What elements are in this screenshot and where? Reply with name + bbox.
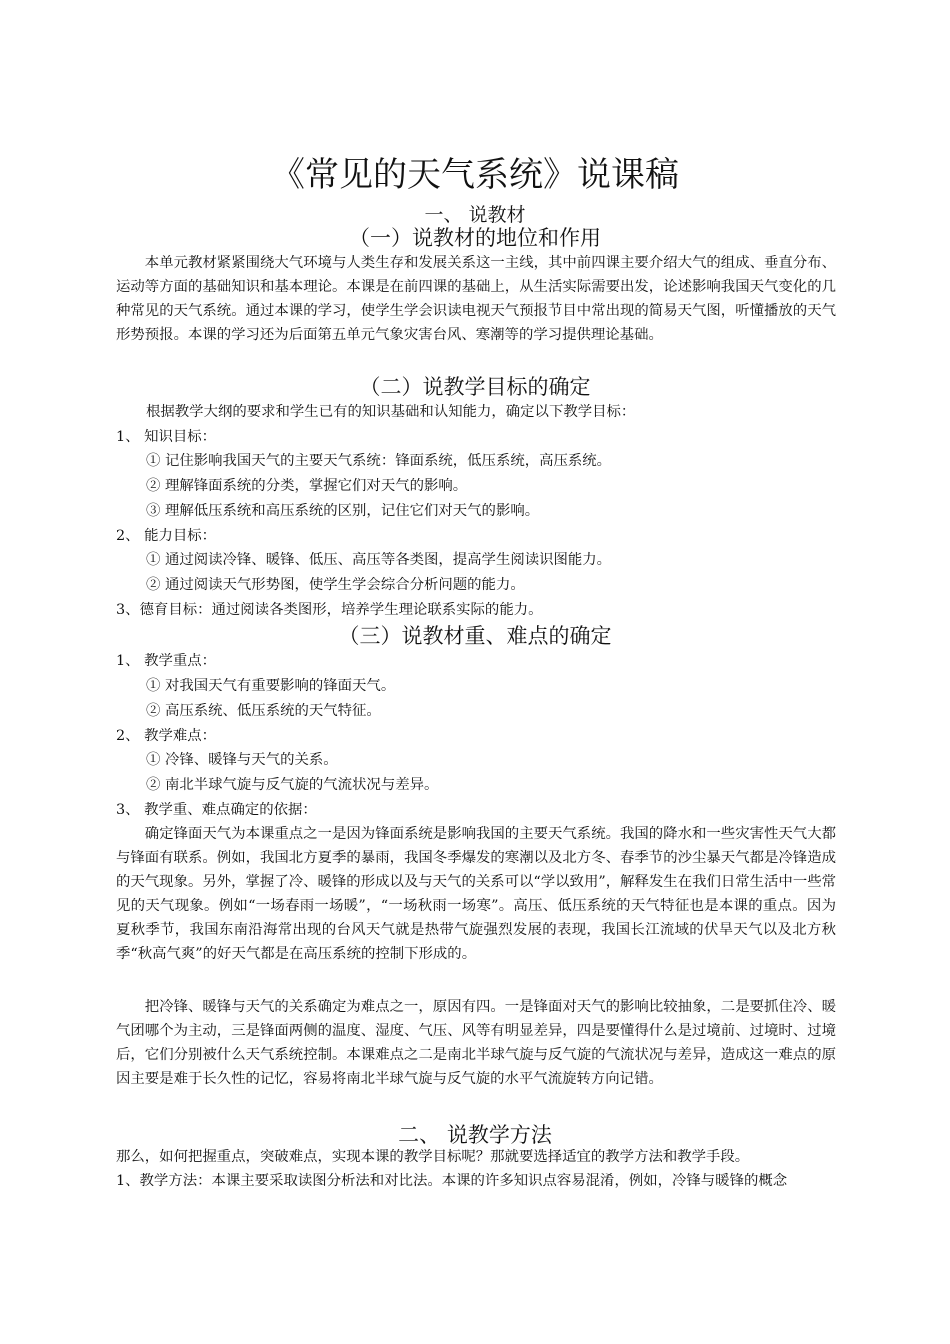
difficult-points-label: 2、 教学难点：: [116, 728, 217, 744]
document-title: 《常见的天气系统》说课稿: [271, 155, 679, 195]
subsection-heading-3: （三）说教材重、难点的确定: [338, 624, 612, 648]
section-heading-1: 一、 说教材: [424, 204, 526, 226]
teaching-method: 1、教学方法：本课主要采取读图分析法和对比法。本课的许多知识点容易混淆，例如，冷锋与暖锋的概念: [116, 1173, 788, 1189]
paragraph-position-role: 本单元教材紧紧围绕大气环境与人类生存和发展关系这一主线，其中前四课主要介绍大气的组成、垂直分布、运动等方面的基础知识和基本理论。本课是在前四课的基础上，从生活实际需要出发，论述影响我国天气变化的几种常见的天气系统。通过本课的学习，使学生学会识读电视天气预报节目中常出现的简易天气图，听懂播放的天气形势预报。本课的学习还为后面第五单元气象灾害台风、寒潮等的学习提供理论基础。: [116, 255, 836, 343]
ability-objectives-label: 2、 能力目标：: [116, 528, 217, 544]
knowledge-objective-3: ③ 理解低压系统和高压系统的区别，记住它们对天气的影响。: [146, 503, 540, 519]
moral-objective: 3、德育目标：通过阅读各类图形，培养学生理论联系实际的能力。: [116, 602, 543, 618]
ability-objective-1: ① 通过阅读冷锋、暖锋、低压、高压等各类图，提高学生阅读识图能力。: [146, 552, 612, 568]
key-point-2: ② 高压系统、低压系统的天气特征。: [146, 703, 381, 719]
subsection-heading-2: （二）说教学目标的确定: [359, 375, 591, 399]
knowledge-objective-2: ② 理解锋面系统的分类，掌握它们对天气的影响。: [146, 478, 468, 494]
objectives-intro: 根据教学大纲的要求和学生已有的知识基础和认知能力，确定以下教学目标：: [146, 404, 636, 420]
difficult-point-2: ② 南北半球气旋与反气旋的气流状况与差异。: [146, 777, 439, 793]
ability-objective-2: ② 通过阅读天气形势图，使学生学会综合分析问题的能力。: [146, 577, 525, 593]
basis-label: 3、 教学重、难点确定的依据：: [116, 802, 317, 818]
knowledge-objective-1: ① 记住影响我国天气的主要天气系统：锋面系统，低压系统，高压系统。: [146, 453, 612, 469]
paragraph-key-basis: 确定锋面天气为本课重点之一是因为锋面系统是影响我国的主要天气系统。我国的降水和一些灾害性天气大都与锋面有联系。例如，我国北方夏季的暴雨，我国冬季爆发的寒潮以及北方冬、春季节的沙尘暴天气都是冷锋造成的天气现象。另外，掌握了冷、暖锋的形成以及与天气的关系可以“学以致用”，解释发生在我们日常生活中一些常见的天气现象。例如“一场春雨一场暖”，“一场秋雨一场寒”。高压、低压系统的天气特征也是本课的重点。因为夏秋季节，我国东南沿海常出现的台风天气就是热带气旋强烈发展的表现，我国长江流域的伏旱天气以及北方秋季“秋高气爽”的好天气都是在高压系统的控制下形成的。: [116, 826, 836, 962]
key-point-1: ① 对我国天气有重要影响的锋面天气。: [146, 678, 396, 694]
subsection-heading-1: （一）说教材的地位和作用: [349, 226, 601, 250]
knowledge-objectives-label: 1、 知识目标：: [116, 429, 217, 445]
key-points-label: 1、 教学重点：: [116, 653, 217, 669]
paragraph-difficult-basis: 把冷锋、暖锋与天气的关系确定为难点之一，原因有四。一是锋面对天气的影响比较抽象，二是要抓住冷、暖气团哪个为主动，三是锋面两侧的温度、湿度、气压、风等有明显差异，四是要懂得什么是过境前、过境时、过境后，它们分别被什么天气系统控制。本课难点之二是南北半球气旋与反气旋的气流状况与差异，造成这一难点的原因主要是难于长久性的记忆，容易将南北半球气旋与反气旋的水平气流旋转方向记错。: [116, 999, 836, 1087]
difficult-point-1: ① 冷锋、暖锋与天气的关系。: [146, 752, 338, 768]
methods-intro: 那么，如何把握重点，突破难点，实现本课的教学目标呢？那就要选择适宜的教学方法和教学手段。: [116, 1149, 750, 1165]
section-heading-2: 二、 说教学方法: [398, 1123, 552, 1147]
